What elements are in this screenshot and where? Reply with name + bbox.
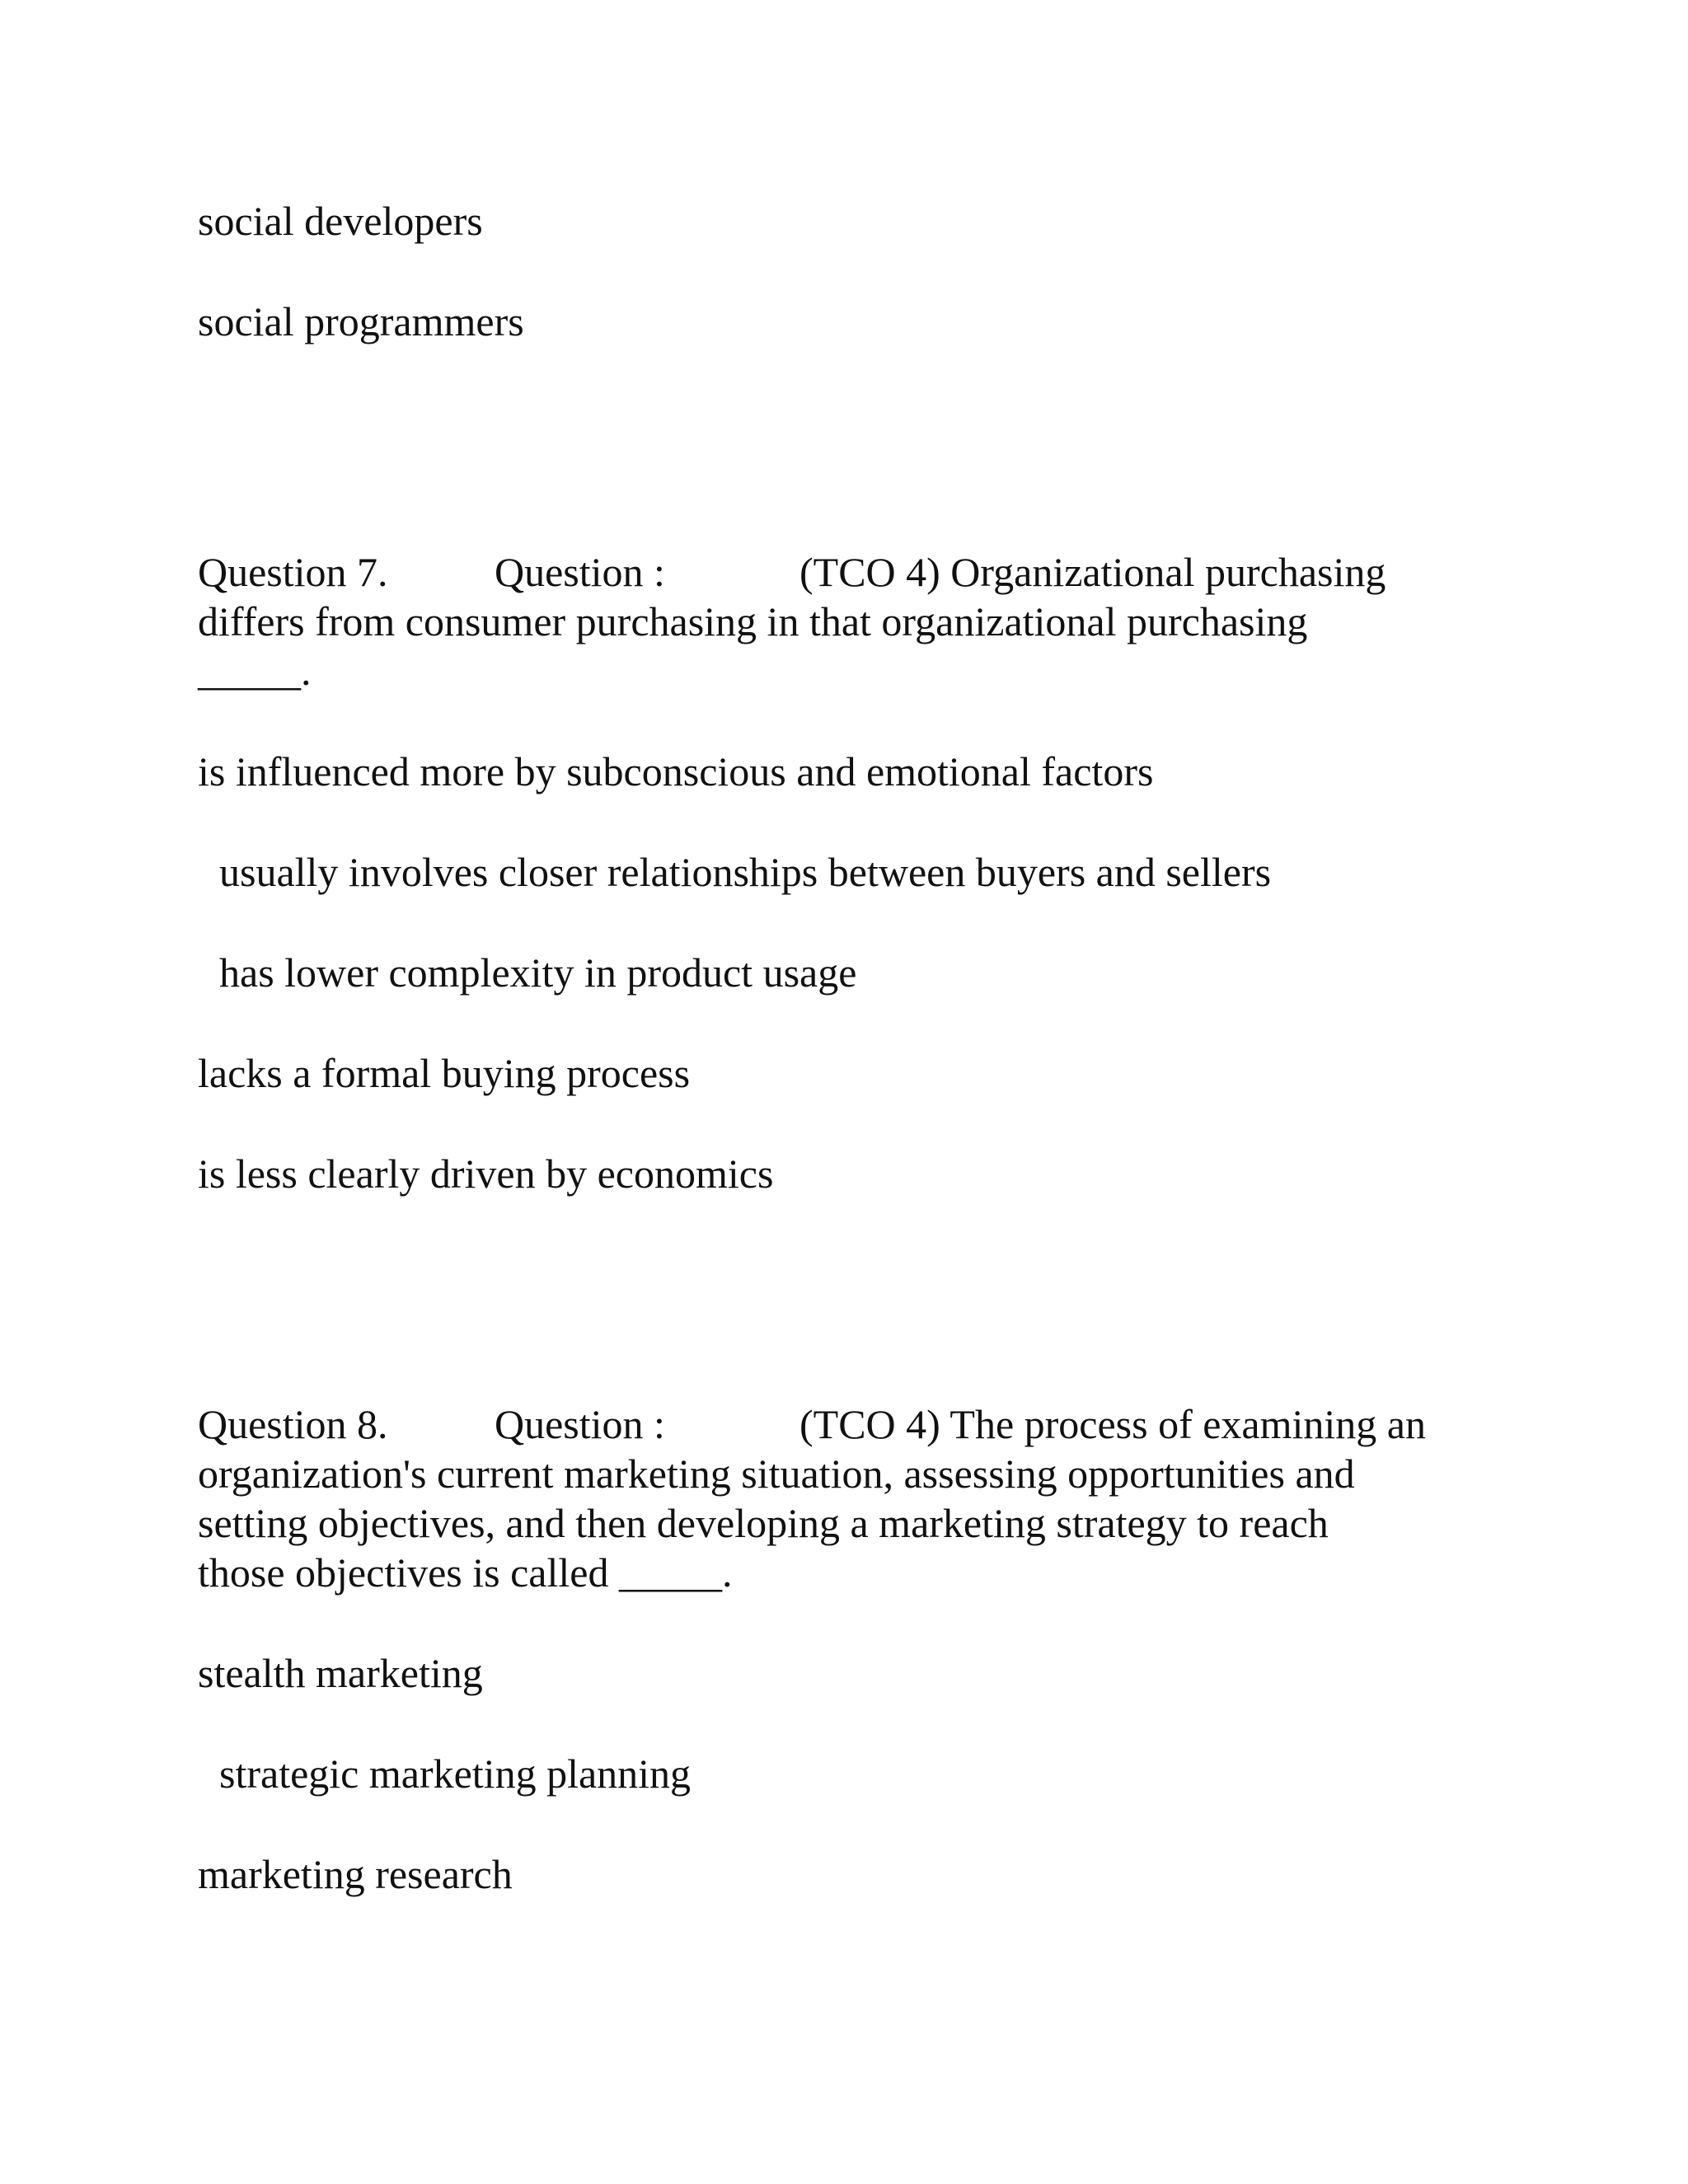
question-label: Question : [495, 549, 665, 595]
question-text-line: setting objectives, and then developing a marketing strategy to reach [198, 1500, 1329, 1546]
answer-option: stealth marketing [198, 1650, 483, 1696]
answer-option: is influenced more by subconscious and emotional factors [198, 748, 1154, 794]
question-number: Question 7. [198, 549, 388, 595]
question-text-line: differs from consumer purchasing in that organizational purchasing [198, 598, 1308, 644]
question-label: Question : [495, 1401, 665, 1447]
answer-option: social developers [198, 198, 483, 244]
question-text-line: (TCO 4) Organizational purchasing [799, 549, 1386, 595]
answer-option: lacks a formal buying process [198, 1050, 691, 1096]
answer-option: is less clearly driven by economics [198, 1151, 774, 1197]
question-text-line: _____. [198, 648, 312, 694]
answer-option: marketing research [198, 1851, 513, 1897]
question-number: Question 8. [198, 1401, 388, 1447]
answer-option: social programmers [198, 298, 524, 344]
question-text-line: (TCO 4) The process of examining an [799, 1401, 1426, 1447]
question-text-line: organization's current marketing situation, assessing opportunities and [198, 1451, 1355, 1497]
answer-option: usually involves closer relationships between buyers and sellers [219, 849, 1272, 895]
answer-option: has lower complexity in product usage [219, 949, 857, 996]
question-text-line: those objectives is called _____. [198, 1549, 733, 1596]
answer-option: strategic marketing planning [219, 1750, 692, 1797]
